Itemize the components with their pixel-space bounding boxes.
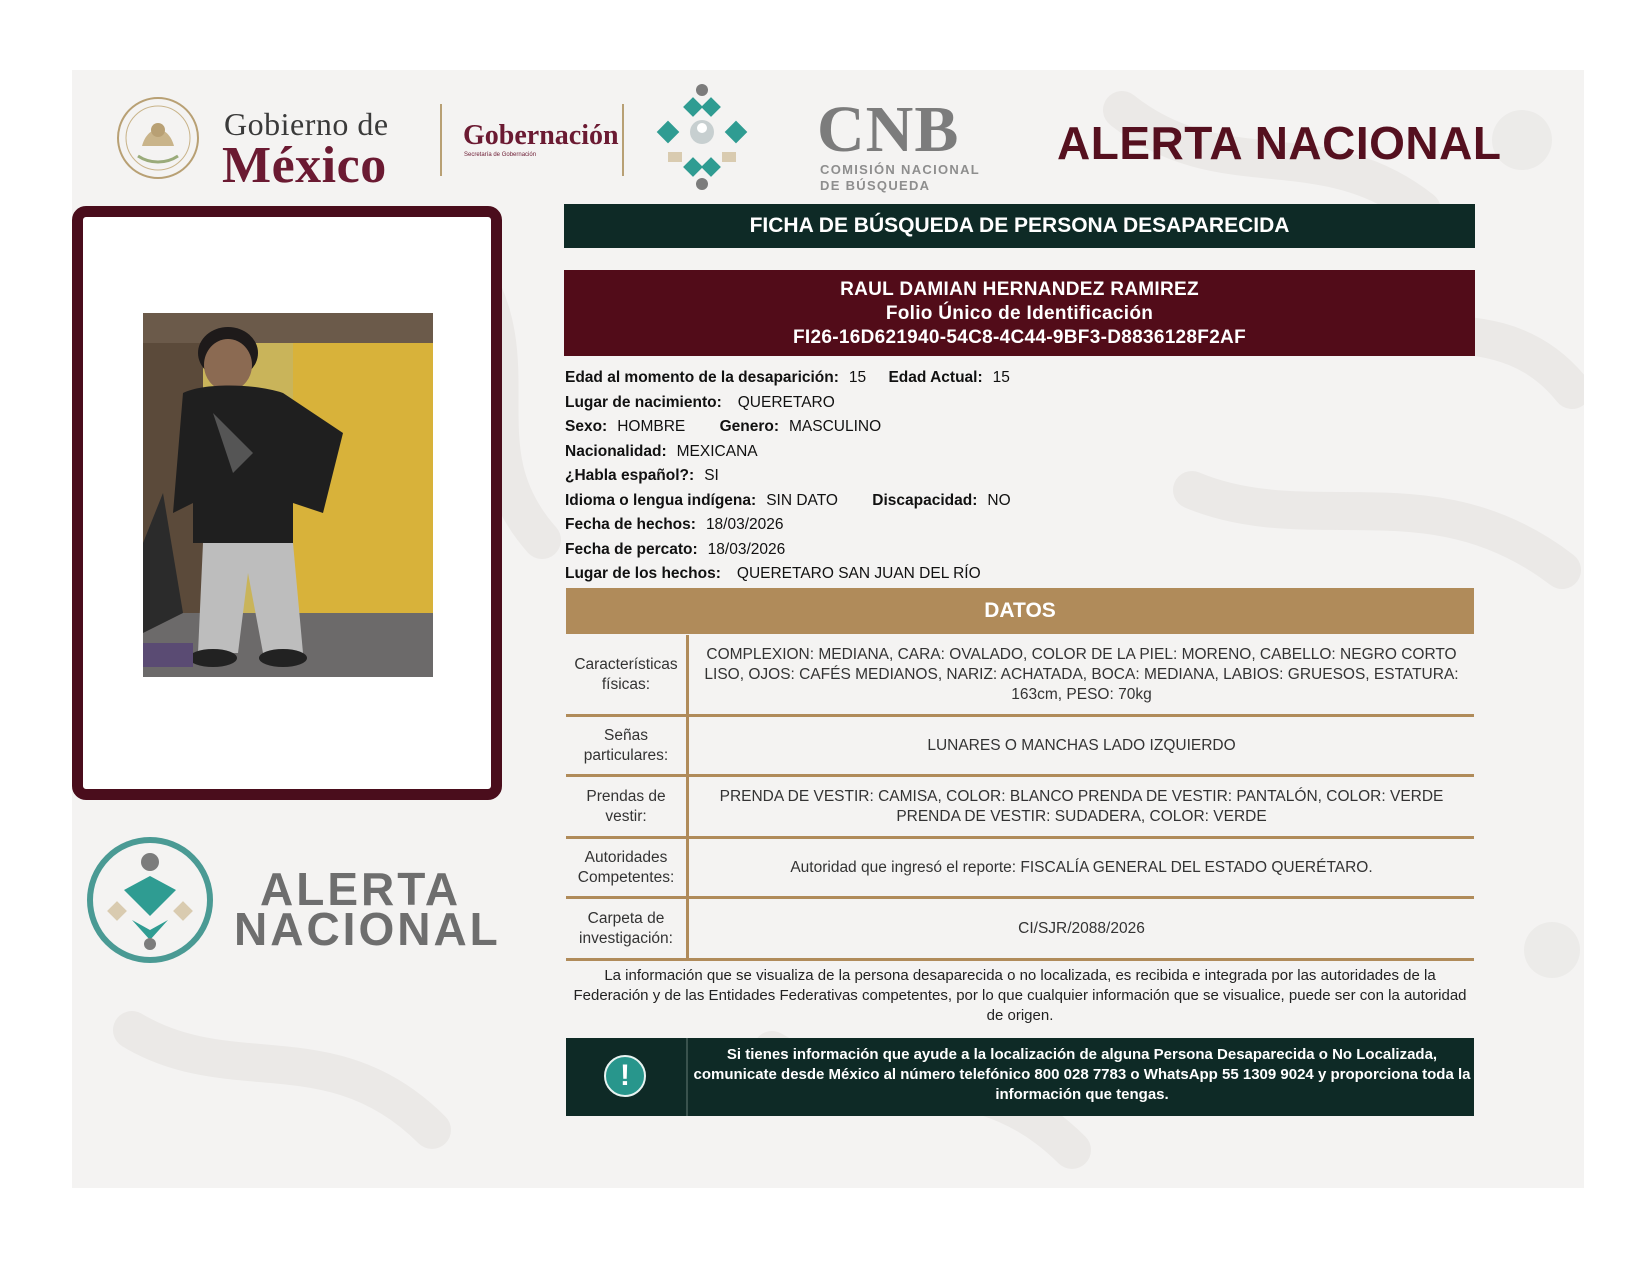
info-row (565, 489, 1475, 514)
idioma-label: Idioma o lengua indígena: (565, 491, 757, 509)
row-label: Autoridades Competentes: (566, 839, 689, 896)
alerta-nacional-logo-icon (84, 834, 216, 966)
edad-actual-value: 15 (992, 369, 1010, 386)
table-row (566, 839, 1474, 899)
row-value: Autoridad que ingresó el reporte: FISCALÍA GENERAL DEL ESTADO QUERÉTARO. (790, 858, 1373, 876)
person-photo (143, 313, 433, 677)
sexo-label: Sexo: (565, 418, 608, 435)
row-value: CI/SJR/2088/2026 (1018, 919, 1145, 937)
lugar-nacimiento-value: QUERETARO (737, 393, 835, 411)
cnb-sub2: DE BÚSQUEDA (820, 178, 931, 193)
nacionalidad-label: Nacionalidad: (565, 442, 667, 460)
row-label: Características físicas: (566, 635, 689, 714)
alerta-nacional-title: ALERTA NACIONAL (1057, 117, 1502, 169)
gobierno-line2: México (222, 137, 387, 194)
habla-value: SI (704, 467, 719, 484)
contact-divider (686, 1038, 688, 1116)
gobierno-line1: Gobierno de (224, 106, 389, 142)
cnb-logo-icon (646, 80, 758, 192)
person-header (564, 270, 1475, 356)
info-row (565, 391, 1475, 416)
cnb-sub1: COMISIÓN NACIONAL (820, 162, 981, 177)
fecha-hechos-value: 18/03/2026 (705, 516, 784, 533)
info-row (565, 464, 1475, 489)
row-label: Prendas de vestir: (566, 777, 689, 836)
info-row (565, 562, 1475, 587)
cnb-logo-text: CNB (817, 93, 960, 166)
contact-bar (566, 1038, 1474, 1116)
table-row (566, 899, 1474, 961)
edad-desaparicion-value: 15 (848, 369, 867, 386)
mexico-seal-icon (114, 94, 202, 182)
fecha-percato-label: Fecha de percato: (565, 540, 698, 558)
person-info (565, 366, 1475, 587)
row-value: LUNARES O MANCHAS LADO IZQUIERDO (927, 736, 1236, 754)
row-label: Carpeta de investigación: (566, 899, 689, 958)
alerta-logo-line1: ALERTA (260, 863, 462, 915)
info-row (565, 415, 1475, 440)
row-label: Señas particulares: (566, 717, 689, 774)
header-divider (440, 104, 442, 176)
person-name: RAUL DAMIAN HERNANDEZ RAMIREZ (840, 279, 1199, 300)
lugar-nacimiento-label: Lugar de nacimiento: (565, 393, 722, 411)
fecha-percato-value: 18/03/2026 (707, 540, 786, 558)
genero-label: Genero: (719, 418, 780, 435)
nacionalidad-value: MEXICANA (676, 442, 758, 460)
datos-table (566, 635, 1474, 961)
gobernacion-logo: Gobernación (463, 120, 619, 151)
header-divider (622, 104, 624, 176)
habla-label: ¿Habla español?: (565, 467, 695, 484)
folio-value: FI26-16D621940-54C8-4C44-9BF3-D8836128F2AF (792, 327, 1246, 348)
info-row (565, 538, 1475, 563)
edad-desaparicion-label: Edad al momento de la desaparición: (565, 369, 839, 386)
info-row (565, 366, 1475, 391)
table-row (566, 635, 1474, 717)
table-row (566, 777, 1474, 839)
lugar-hechos-value: QUERETARO SAN JUAN DEL RÍO (736, 565, 981, 582)
alerta-logo-line2: NACIONAL (234, 903, 501, 955)
row-value: COMPLEXION: MEDIANA, CARA: OVALADO, COLOR DE LA PIEL: MORENO, CABELLO: NEGRO CORTO LISO, OJOS: CAFÉS MEDIANOS, NARIZ: ACHATADA, BOCA: MEDIANA, LABIOS: GRUESOS, ESTATURA: 163cm, PESO: 70kg (704, 645, 1459, 703)
table-row (566, 717, 1474, 777)
edad-actual-label: Edad Actual: (888, 369, 983, 386)
ficha-title: FICHA DE BÚSQUEDA DE PERSONA DESAPARECIDA (564, 204, 1475, 248)
lugar-hechos-label: Lugar de los hechos: (565, 565, 721, 582)
row-value: PRENDA DE VESTIR: CAMISA, COLOR: BLANCO PRENDA DE VESTIR: PANTALÓN, COLOR: VERDE PRENDA DE VESTIR: SUDADERA, COLOR: VERDE (719, 787, 1444, 825)
discapacidad-value: NO (987, 491, 1011, 509)
photo-frame (72, 206, 502, 800)
gobernacion-sub: Secretaría de Gobernación (464, 152, 537, 158)
fecha-hechos-label: Fecha de hechos: (565, 516, 696, 533)
contact-message: Si tienes información que ayude a la localización de alguna Persona Desaparecida o No Localizada, comunicate desde México al número telefónico 800 028 7783 o WhatsApp 55 1309 9024 y proporciona toda la información que tengas. (693, 1046, 1471, 1103)
info-row (565, 513, 1475, 538)
sexo-value: HOMBRE (617, 418, 686, 435)
discapacidad-label: Discapacidad: (872, 491, 978, 509)
info-row (565, 440, 1475, 465)
alert-sheet (72, 70, 1584, 1188)
datos-title: DATOS (566, 588, 1474, 634)
exclamation-icon: ! (604, 1055, 646, 1097)
disclaimer-text: La información que se visualiza de la persona desaparecida o no localizada, es recibida e integrada por las autoridades de la Federación y de las Entidades Federativas competentes, por lo que cualquier información que se visualice, puede ser con la autoridad de origen. (573, 967, 1467, 1024)
genero-value: MASCULINO (789, 418, 882, 435)
folio-label: Folio Único de Identificación (885, 303, 1154, 324)
idioma-value: SIN DATO (766, 491, 838, 509)
